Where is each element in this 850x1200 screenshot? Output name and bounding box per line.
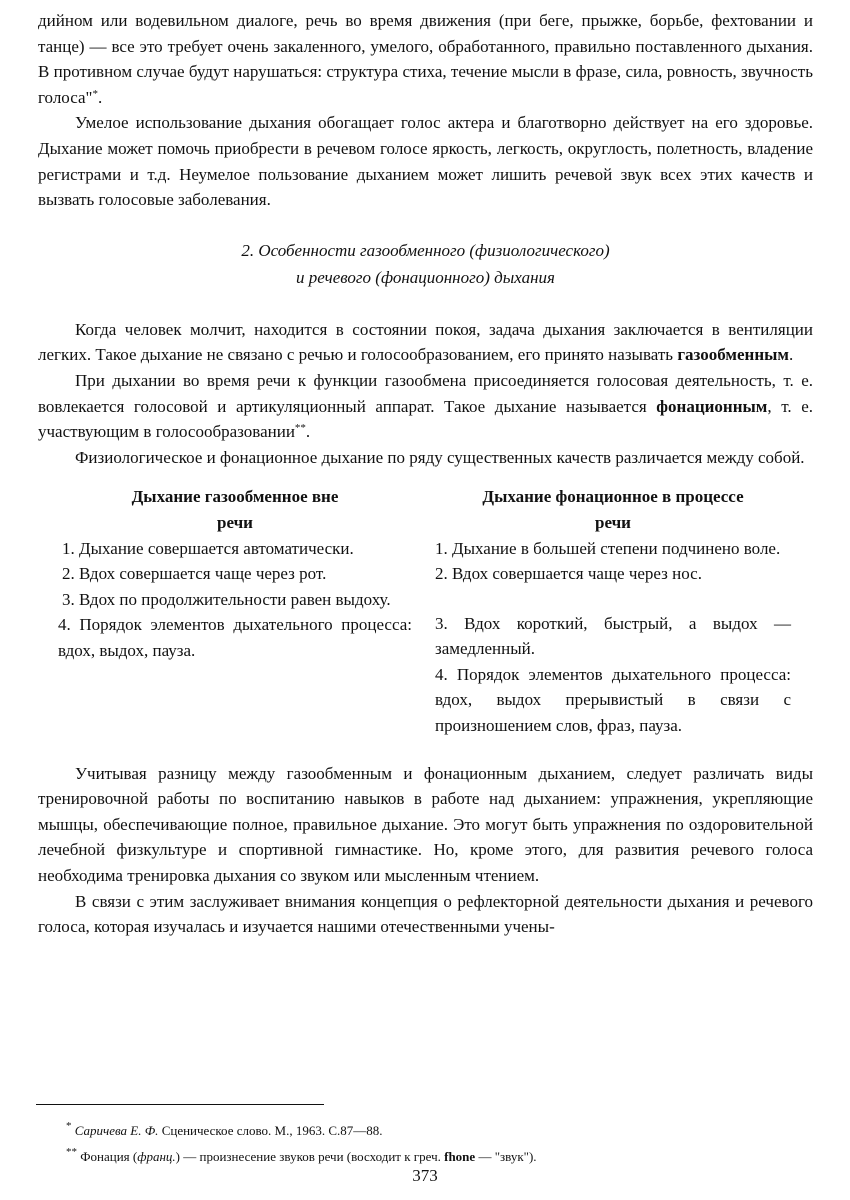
list-item: 4. Порядок элементов дыхательного процесса: вдох, выдох, пауза.	[58, 615, 412, 660]
column-title-gas-exchange: Дыхание газообменное вне речи	[131, 487, 339, 532]
list-item: 1. Дыхание совершается автоматически.	[62, 538, 354, 558]
footnote-ref-2[interactable]: **	[294, 422, 306, 435]
document-page	[38, 8, 813, 940]
comparison-column-gas-exchange	[58, 484, 412, 738]
column-title-phonation: Дыхание фонационное в процессе речи	[482, 487, 744, 532]
paragraph-5: Физиологическое и фонационное дыхание по ряду существенных качеств различается между собой.	[75, 447, 805, 467]
paragraph-3: Когда человек молчит, находится в состоянии покоя, задача дыхания заключается в вентиляции легких. Такое дыхание не связано с речью и голосообразованием, его принято называть газообменным.	[38, 319, 813, 365]
footnote-2: ** Фонация (франц.) — произнесение звуков речи (восходит к греч. fhone — "звук").	[66, 1146, 537, 1164]
paragraph-7: В связи с этим заслуживает внимания концепция о рефлекторной деятельности дыхания и речевого голоса, которая изучалась и изучается нашими отечественными учены-	[38, 891, 813, 937]
paragraph-1: дийном или водевильном диалоге, речь во время движения (при беге, прыжке, борьбе, фехтовании и танце) — все это требует очень закаленного, умелого, обработанного, правильно поставленного дыхания. В противном случае будут нарушаться: структура стиха, течение мысли в фразе, сила, ровность, звучность голоса"*.	[38, 11, 813, 107]
paragraph-4: При дыхании во время речи к функции газообмена присоединяется голосовая деятельность, т. е. вовлекается голосовой и артикуляционный аппарат. Такое дыхание называется фонационным, т. е. участвующим в голосообразовании**.	[38, 370, 813, 442]
list-item: 3. Вдох короткий, быстрый, а выдох — замедленный.	[435, 613, 791, 659]
list-item: 4. Порядок элементов дыхательного процесса: вдох, выдох прерывистый в связи с произношением слов, фраз, пауза.	[435, 664, 791, 736]
term-gas-exchange: газообменным	[677, 345, 789, 365]
paragraph-6: Учитывая разницу между газообменным и фонационным дыханием, следует различать виды тренировочной работы по воспитанию навыков в работе над дыханием: упражнения, укрепляющие мышцы, обеспечивающие полное, правильное дыхание. Это могут быть упражнения по оздоровительной лечебной физкультуре и спортивной гимнастике. Но, кроме этого, для развития речевого голоса необходима тренировка дыхания со звуком или мысленным чтением.	[38, 763, 813, 886]
page-number: 373	[412, 1166, 438, 1185]
comparison-column-phonation	[435, 484, 791, 738]
section-heading-line-2: и речевого (фонационного) дыхания	[296, 267, 555, 287]
paragraph-2: Умелое использование дыхания обогащает голос актера и благотворно действует на его здоровье. Дыхание может помочь приобрести в речевом голосе яркость, легкость, округлость, полетность, владение регистрами и т.д. Неумелое пользование дыханием может лишить речевой звук всех этих качеств и вызвать голосовые заболевания.	[38, 113, 813, 210]
footnote-divider	[36, 1104, 324, 1105]
term-phonation: фонационным	[656, 396, 768, 416]
list-item: 3. Вдох по продолжительности равен выдоху.	[62, 589, 391, 609]
section-heading	[38, 237, 813, 291]
list-item: 2. Вдох совершается чаще через рот.	[62, 564, 327, 584]
list-item: 1. Дыхание в большей степени подчинено воле.	[435, 538, 781, 558]
list-item: 2. Вдох совершается чаще через нос.	[435, 564, 702, 584]
section-heading-line-1: 2. Особенности газообменного (физиологического)	[241, 240, 610, 260]
footnote-ref-1[interactable]: *	[92, 87, 98, 100]
comparison-table	[38, 484, 813, 738]
footnote-1: * Саричева Е. Ф. Сценическое слово. М., 1963. С.87—88.	[66, 1120, 383, 1138]
footnotes	[66, 1118, 806, 1170]
footnote-author: Саричева Е. Ф.	[74, 1123, 159, 1138]
